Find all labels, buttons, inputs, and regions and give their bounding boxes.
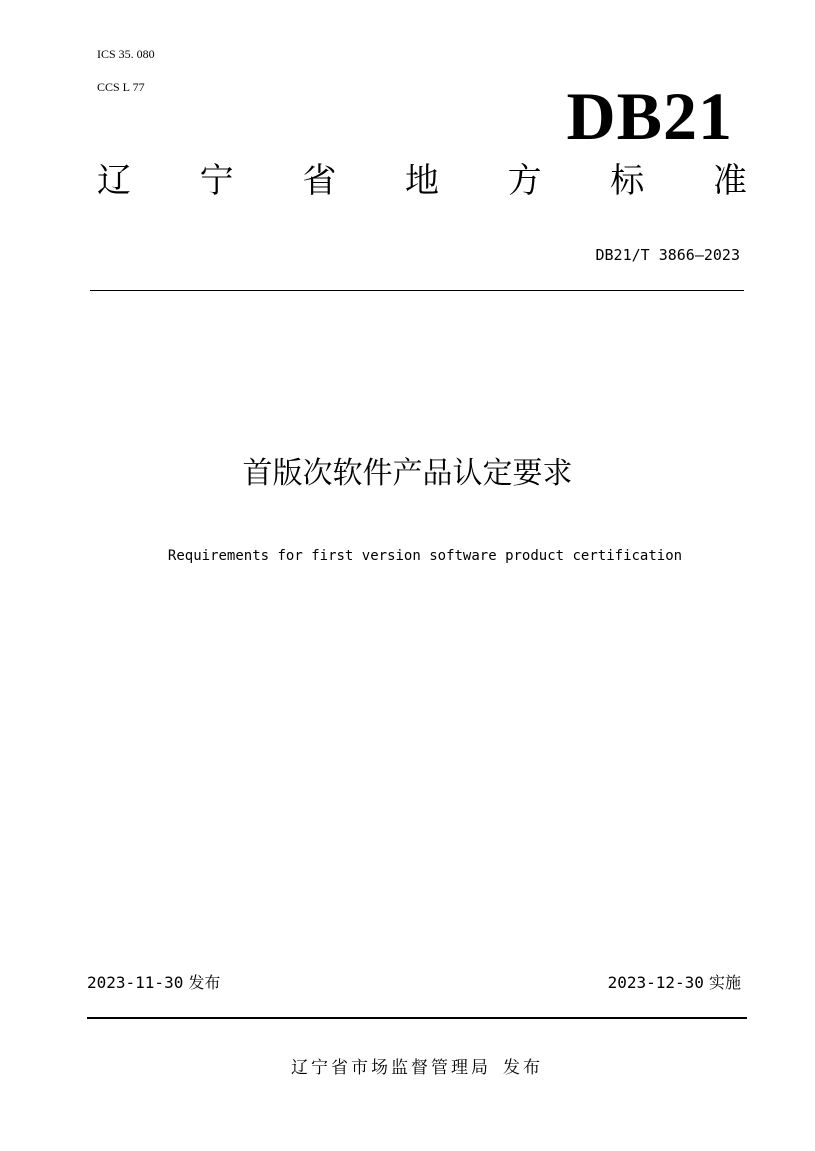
publish-label: 发布 — [188, 973, 221, 992]
standard-number: DB21/T 3866—2023 — [595, 246, 740, 264]
header-divider — [90, 290, 744, 291]
issuer-name: 辽宁省市场监督管理局 — [291, 1058, 491, 1078]
implement-label: 实施 — [708, 973, 741, 992]
standard-type-char: 准 — [712, 161, 747, 201]
standard-type-char: 辽 — [97, 161, 131, 201]
standard-type-char: 地 — [404, 161, 439, 201]
standard-type-char: 方 — [507, 161, 542, 201]
standard-type-char: 宁 — [199, 161, 234, 201]
footer-divider — [87, 1017, 747, 1019]
implement-date-block — [608, 972, 741, 994]
document-title-english: Requirements for first version software product certification — [167, 548, 683, 564]
issuer-line — [0, 1056, 815, 1080]
ccs-code: CCS L 77 — [97, 80, 145, 94]
standard-type-char: 标 — [610, 161, 645, 201]
standard-logo: DB21 — [566, 78, 733, 154]
issue-label: 发布 — [503, 1058, 543, 1078]
standard-type-char: 省 — [302, 161, 337, 201]
date-row — [87, 972, 741, 994]
publish-date-block — [87, 972, 220, 994]
document-title-chinese: 首版次软件产品认定要求 — [242, 456, 573, 491]
ics-code: ICS 35. 080 — [97, 47, 155, 61]
implement-date: 2023-12-30 — [607, 973, 704, 992]
standard-type-heading — [97, 159, 747, 203]
publish-date: 2023-11-30 — [87, 973, 184, 992]
